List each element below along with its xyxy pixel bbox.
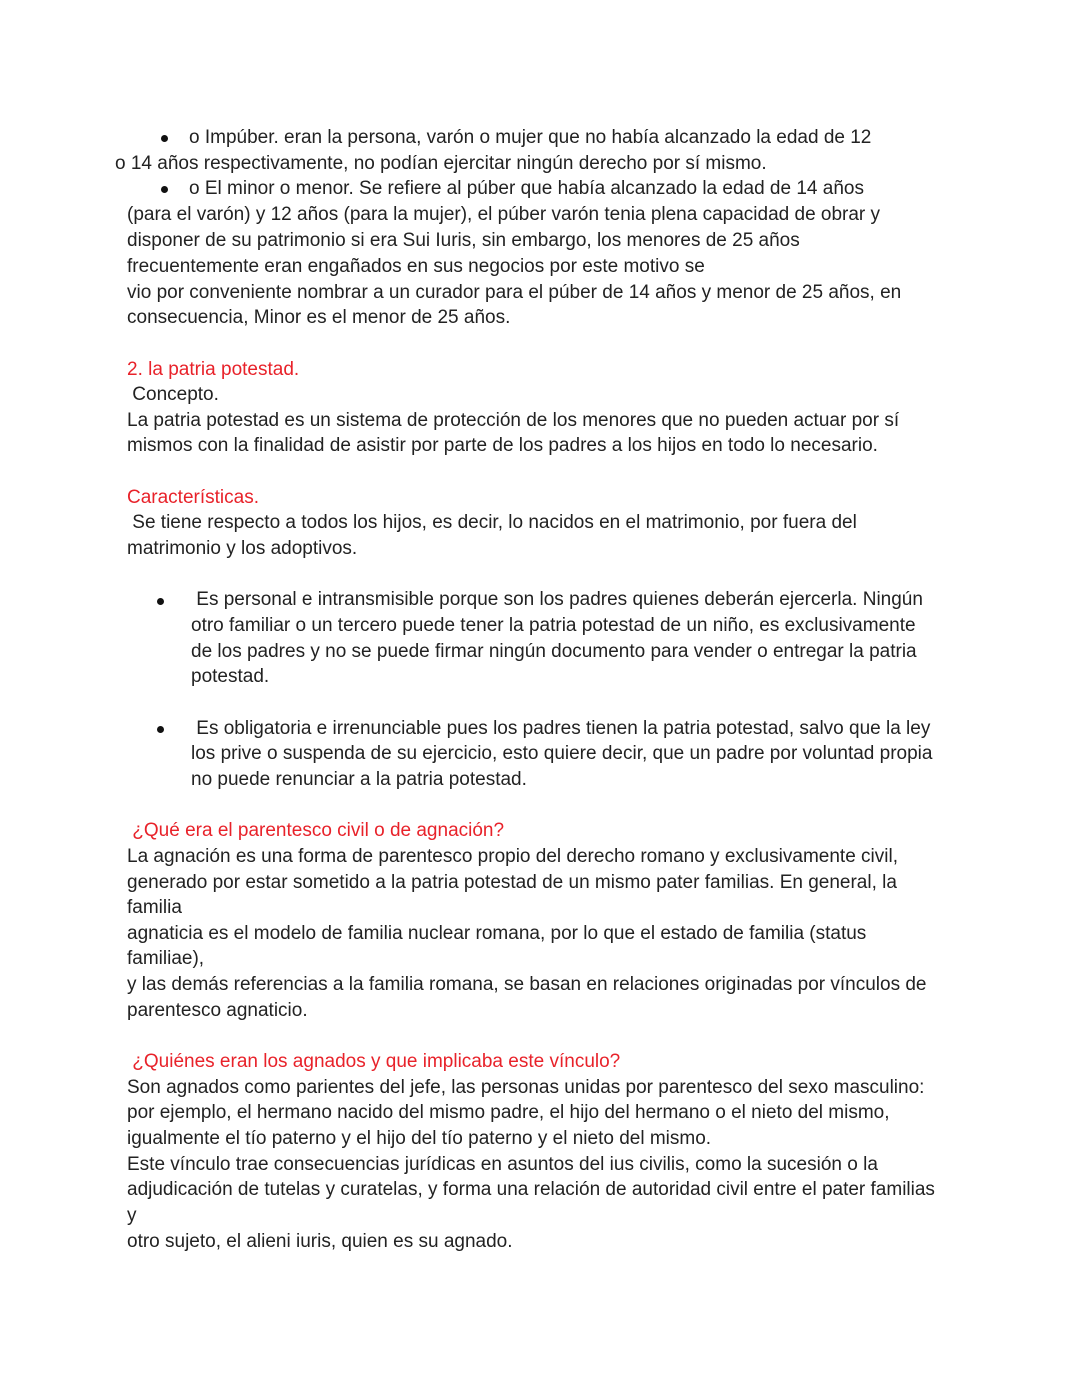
agnacion-line-3: familia: [127, 897, 182, 918]
agnacion-line-4: agnaticia es el modelo de familia nuclear romana, por lo que el estado de familia (status: [127, 923, 867, 944]
concepto-line-2: mismos con la finalidad de asistir por parte de los padres a los hijos en todo lo necesario.: [127, 435, 878, 456]
caracteristicas-line-2: matrimonio y los adoptivos.: [127, 538, 358, 559]
minor-line-1: o El minor o menor. Se refiere al púber que había alcanzado la edad de 14 años: [189, 178, 864, 199]
agnacion-line-6: y las demás referencias a la familia romana, se basan en relaciones originadas por vínculos de: [127, 974, 927, 995]
agnados-heading: ¿Quiénes eran los agnados y que implicaba este vínculo?: [127, 1051, 621, 1072]
bullet2-line-1: Es obligatoria e irrenunciable pues los padres tienen la patria potestad, salvo que la ley: [191, 718, 931, 739]
agnados-line-7: otro sujeto, el alieni iuris, quien es su agnado.: [127, 1231, 513, 1252]
patria-heading: 2. la patria potestad.: [127, 359, 300, 380]
minor-line-3: disponer de su patrimonio si era Sui Iuris, sin embargo, los menores de 25 años: [127, 230, 800, 251]
bullet1-line-2: otro familiar o un tercero puede tener la patria potestad de un niño, es exclusivamente: [191, 615, 916, 636]
minor-line-2: (para el varón) y 12 años (para la mujer), el púber varón tenia plena capacidad de obrar y: [127, 204, 881, 225]
agnados-line-4: Este vínculo trae consecuencias jurídicas en asuntos del ius civilis, como la sucesión o la: [127, 1154, 878, 1175]
concepto-line-1: La patria potestad es un sistema de protección de los menores que no pueden actuar por sí: [127, 410, 900, 431]
agnacion-line-2: generado por estar sometido a la patria potestad de un mismo pater familias. En general, la: [127, 872, 897, 893]
agnados-line-3: igualmente el tío paterno y el hijo del tío paterno y el nieto del mismo.: [127, 1128, 712, 1149]
impuber-line-1: o Impúber. eran la persona, varón o mujer que no había alcanzado la edad de 12: [189, 127, 872, 148]
bullet-dot: [161, 186, 168, 193]
bullet-dot: [157, 726, 164, 733]
bullet-dot: [157, 598, 164, 605]
agnados-line-5: adjudicación de tutelas y curatelas, y forma una relación de autoridad civil entre el pater familias: [127, 1179, 935, 1200]
bullet2-line-2: los prive o suspenda de su ejercicio, esto quiere decir, que un padre por voluntad propia: [191, 743, 933, 764]
caracteristicas-line-1: Se tiene respecto a todos los hijos, es decir, lo nacidos en el matrimonio, por fuera del: [127, 512, 857, 533]
bullet-dot: [161, 135, 168, 142]
concepto-label: Concepto.: [127, 384, 219, 405]
caracteristicas-heading: Características.: [127, 487, 259, 508]
agnacion-line-7: parentesco agnaticio.: [127, 1000, 308, 1021]
impuber-line-2: o 14 años respectivamente, no podían ejercitar ningún derecho por sí mismo.: [115, 153, 767, 174]
bullet1-line-4: potestad.: [191, 666, 270, 687]
agnacion-line-1: La agnación es una forma de parentesco propio del derecho romano y exclusivamente civil,: [127, 846, 899, 867]
bullet1-line-3: de los padres y no se puede firmar ningún documento para vender o entregar la patria: [191, 641, 917, 662]
bullet1-line-1: Es personal e intransmisible porque son los padres quienes deberán ejercerla. Ningún: [191, 589, 923, 610]
bullet2-line-3: no puede renunciar a la patria potestad.: [191, 769, 527, 790]
minor-line-4: frecuentemente eran engañados en sus negocios por este motivo se: [127, 256, 705, 277]
minor-line-5: vio por conveniente nombrar a un curador para el púber de 14 años y menor de 25 años, en: [127, 282, 902, 303]
agnacion-line-5: familiae),: [127, 948, 205, 969]
minor-line-6: consecuencia, Minor es el menor de 25 años.: [127, 307, 511, 328]
agnacion-heading: ¿Qué era el parentesco civil o de agnación?: [127, 820, 505, 841]
agnados-line-2: por ejemplo, el hermano nacido del mismo padre, el hijo del hermano o el nieto del mismo,: [127, 1102, 890, 1123]
agnados-line-1: Son agnados como parientes del jefe, las personas unidas por parentesco del sexo masculino:: [127, 1077, 925, 1098]
agnados-line-6: y: [127, 1205, 137, 1226]
